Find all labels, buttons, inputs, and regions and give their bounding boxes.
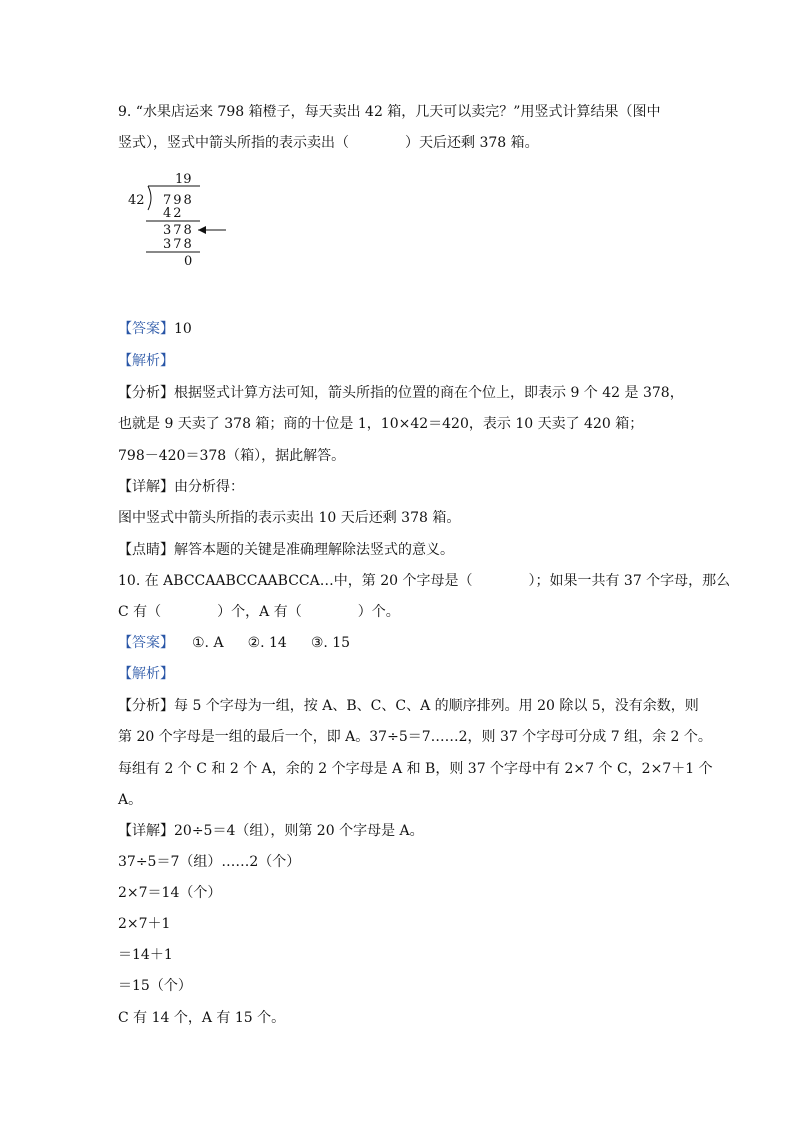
answer-tag: 【答案】 [118, 321, 174, 337]
q9-dianjing [118, 540, 454, 560]
q10-analysis-tag: 【解析】 [118, 666, 174, 682]
division-bracket-curve [148, 186, 151, 210]
q10-step-4: ＝14＋1 [118, 947, 173, 963]
fenxi-tag: 【分析】 [118, 385, 174, 401]
q9-xiangjie-line1 [118, 477, 244, 497]
division-quotient: 19 [175, 172, 192, 187]
q10-fenxi-line1 [118, 696, 699, 716]
answer-item-3: ③. 15 [310, 635, 351, 651]
division-step-product2: 378 [163, 237, 194, 252]
q9-analysis-tag: 【解析】 [118, 353, 174, 369]
answer-tag: 【答案】 [118, 635, 174, 651]
xiangjie-text: 20÷5＝4（组），则第 20 个字母是 A。 [174, 823, 424, 839]
q10-fenxi-line3: 每组有 2 个 C 和 2 个 A，余的 2 个字母是 A 和 B，则 37 个字母中有 2×7 个 C，2×7＋1 个 [118, 761, 713, 777]
q10-step-2: 2×7＝14（个） [118, 885, 222, 901]
xiangjie-tag: 【详解】 [118, 823, 174, 839]
dianjing-text: 解答本题的关键是准确理解除法竖式的意义。 [174, 542, 454, 558]
q9-xiangjie-line2: 图中竖式中箭头所指的表示卖出 10 天后还剩 378 箱。 [118, 510, 461, 526]
q10-stem-line2: C 有（ ）个，A 有（ ）个。 [118, 604, 400, 620]
answer-value: 10 [174, 321, 192, 337]
q10-answer [118, 633, 350, 653]
xiangjie-text: 由分析得： [174, 479, 244, 495]
q10-stem-line1: 10. 在 ABCCAABCCAABCCA…中，第 20 个字母是（ ）；如果一共有 37 个字母，那么 [118, 573, 731, 589]
division-remainder: 0 [184, 254, 193, 269]
fenxi-tag: 【分析】 [118, 698, 174, 714]
q9-answer [118, 319, 192, 339]
fenxi-text: 每 5 个字母为一组，按 A、B、C、C、A 的顺序排列。用 20 除以 5，没有余数，则 [174, 698, 699, 714]
division-dividend: 798 [163, 193, 194, 208]
answer-item-1: ①. A [192, 635, 224, 651]
arrow-icon [198, 226, 206, 234]
q9-fenxi-line2: 也就是 9 天卖了 378 箱；商的十位是 1，10×42＝420，表示 10 天卖了 420 箱； [118, 416, 644, 432]
q10-step-5: ＝15（个） [118, 978, 192, 994]
q10-step-1: 37÷5＝7（组）……2（个） [118, 854, 301, 870]
xiangjie-tag: 【详解】 [118, 479, 174, 495]
q9-fenxi-line1 [118, 383, 684, 403]
q10-fenxi-line2: 第 20 个字母是一组的最后一个，即 A。37÷5＝7……2，则 37 个字母可分成 7 组，余 2 个。 [118, 729, 712, 745]
answer-item-2: ②. 14 [247, 635, 287, 651]
fenxi-text: 根据竖式计算方法可知，箭头所指的位置的商在个位上，即表示 9 个 42 是 378， [174, 385, 684, 401]
division-step-remainder1: 378 [163, 223, 194, 238]
q10-step-3: 2×7＋1 [118, 916, 171, 932]
q9-fenxi-line3: 798－420＝378（箱），据此解答。 [118, 448, 346, 464]
q9-stem-line1: 9. “水果店运来 798 箱橙子，每天卖出 42 箱，几天可以卖完？”用竖式计算结果（图中 [118, 104, 661, 120]
long-division-figure [118, 166, 258, 276]
division-step-product1: 42 [163, 206, 184, 221]
dianjing-tag: 【点睛】 [118, 542, 174, 558]
q10-step-6: C 有 14 个，A 有 15 个。 [118, 1010, 286, 1026]
q10-fenxi-line4: A。 [118, 792, 143, 808]
q9-stem-line2: 竖式），竖式中箭头所指的表示卖出（ ）天后还剩 378 箱。 [118, 135, 539, 151]
q10-xiangjie-line1 [118, 821, 424, 841]
division-divisor: 42 [128, 193, 145, 208]
